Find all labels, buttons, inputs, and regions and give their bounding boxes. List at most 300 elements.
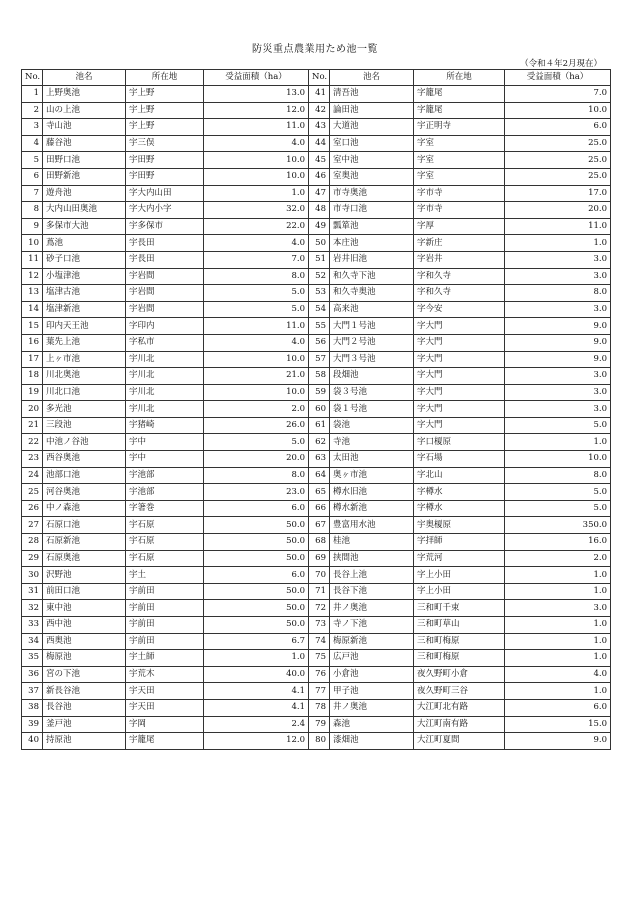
benefit-area-cell: 32.0 <box>204 202 309 219</box>
pond-name-cell: 持原池 <box>43 733 126 750</box>
pond-name-cell: 中池ノ谷池 <box>43 434 126 451</box>
pond-name-cell: 和久寺下池 <box>330 268 414 285</box>
benefit-area-cell: 12.0 <box>204 102 309 119</box>
benefit-area-cell: 6.0 <box>505 119 611 136</box>
location-cell: 字和久寺 <box>414 285 505 302</box>
table-header-row <box>22 70 611 86</box>
location-cell: 字口榎原 <box>414 434 505 451</box>
row-number-cell: 76 <box>309 666 330 683</box>
row-number-cell: 73 <box>309 617 330 634</box>
benefit-area-cell: 6.0 <box>505 699 611 716</box>
pond-name-cell: 梅原池 <box>43 650 126 667</box>
benefit-area-cell: 2.4 <box>204 716 309 733</box>
benefit-area-cell: 40.0 <box>204 666 309 683</box>
benefit-area-cell: 8.0 <box>204 467 309 484</box>
pond-name-cell: 田野新池 <box>43 168 126 185</box>
benefit-area-cell: 3.0 <box>505 401 611 418</box>
location-cell: 宇川北 <box>126 351 204 368</box>
location-cell: 字厚 <box>414 218 505 235</box>
pond-name-cell: 葉先上池 <box>43 334 126 351</box>
pond-name-cell: 川北口池 <box>43 384 126 401</box>
benefit-area-cell: 3.0 <box>505 600 611 617</box>
pond-name-cell: 大門２号池 <box>330 334 414 351</box>
benefit-area-cell: 25.0 <box>505 135 611 152</box>
pond-name-cell: 大内山田奥池 <box>43 202 126 219</box>
location-cell: 字印内 <box>126 318 204 335</box>
location-cell: 宇長田 <box>126 251 204 268</box>
table-row <box>22 86 611 103</box>
pond-name-cell: 甲子池 <box>330 683 414 700</box>
pond-name-cell: 大道池 <box>330 119 414 136</box>
benefit-area-cell: 50.0 <box>204 600 309 617</box>
benefit-area-cell: 1.0 <box>505 633 611 650</box>
pond-name-cell: 瓢箪池 <box>330 218 414 235</box>
benefit-area-cell: 9.0 <box>505 334 611 351</box>
benefit-area-cell: 20.0 <box>204 451 309 468</box>
location-cell: 字大門 <box>414 384 505 401</box>
location-cell: 宇川北 <box>126 401 204 418</box>
pond-name-cell: 石原奥池 <box>43 550 126 567</box>
pond-name-cell: 三段池 <box>43 417 126 434</box>
table-row <box>22 285 611 302</box>
location-cell: 宇川北 <box>126 384 204 401</box>
row-number-cell: 41 <box>309 86 330 103</box>
row-number-cell: 49 <box>309 218 330 235</box>
location-cell: 宇前田 <box>126 633 204 650</box>
table-row <box>22 434 611 451</box>
col-header-area: 受益面積（ha） <box>505 70 611 86</box>
benefit-area-cell: 4.0 <box>204 135 309 152</box>
row-number-cell: 68 <box>309 534 330 551</box>
location-cell: 宇荒木 <box>126 666 204 683</box>
as-of-date: （令和４年2月現在） <box>520 59 602 69</box>
location-cell: 字上小田 <box>414 583 505 600</box>
table-row <box>22 517 611 534</box>
pond-name-cell: 西中池 <box>43 617 126 634</box>
document-title: 防災重点農業用ため池一覧 <box>252 44 378 55</box>
pond-name-cell: 西奥池 <box>43 633 126 650</box>
row-number-cell: 59 <box>309 384 330 401</box>
location-cell: 字北山 <box>414 467 505 484</box>
pond-name-cell: 樽水旧池 <box>330 484 414 501</box>
location-cell: 字大門 <box>414 417 505 434</box>
row-number-cell: 54 <box>309 301 330 318</box>
pond-name-cell: 太田池 <box>330 451 414 468</box>
pond-name-cell: 漆畑池 <box>330 733 414 750</box>
table-row <box>22 583 611 600</box>
table-row <box>22 567 611 584</box>
pond-name-cell: 袋３号池 <box>330 384 414 401</box>
row-number-cell: 57 <box>309 351 330 368</box>
location-cell: 宇中 <box>126 434 204 451</box>
pond-name-cell: 室奥池 <box>330 168 414 185</box>
row-number-cell: 40 <box>22 733 43 750</box>
table-row <box>22 451 611 468</box>
row-number-cell: 77 <box>309 683 330 700</box>
location-cell: 宇正明寺 <box>414 119 505 136</box>
location-cell: 宇石原 <box>126 517 204 534</box>
benefit-area-cell: 1.0 <box>505 235 611 252</box>
location-cell: 三和町梅原 <box>414 633 505 650</box>
row-number-cell: 32 <box>22 600 43 617</box>
location-cell: 字籠尾 <box>414 86 505 103</box>
pond-name-cell: 市寺口池 <box>330 202 414 219</box>
row-number-cell: 44 <box>309 135 330 152</box>
benefit-area-cell: 9.0 <box>505 351 611 368</box>
pond-name-cell: 森池 <box>330 716 414 733</box>
location-cell: 字大内小字 <box>126 202 204 219</box>
row-number-cell: 24 <box>22 467 43 484</box>
location-cell: 字室 <box>414 168 505 185</box>
row-number-cell: 50 <box>309 235 330 252</box>
benefit-area-cell: 3.0 <box>505 301 611 318</box>
benefit-area-cell: 23.0 <box>204 484 309 501</box>
row-number-cell: 56 <box>309 334 330 351</box>
pond-name-cell: 長谷池 <box>43 699 126 716</box>
benefit-area-cell: 21.0 <box>204 368 309 385</box>
pond-name-cell: 塩津新池 <box>43 301 126 318</box>
benefit-area-cell: 16.0 <box>505 534 611 551</box>
benefit-area-cell: 25.0 <box>505 168 611 185</box>
pond-name-cell: 池部口池 <box>43 467 126 484</box>
table-row <box>22 417 611 434</box>
pond-name-cell: 高来池 <box>330 301 414 318</box>
benefit-area-cell: 1.0 <box>204 650 309 667</box>
location-cell: 大江町夏間 <box>414 733 505 750</box>
benefit-area-cell: 6.7 <box>204 633 309 650</box>
pond-name-cell: 市寺奥池 <box>330 185 414 202</box>
benefit-area-cell: 50.0 <box>204 583 309 600</box>
location-cell: 宇上野 <box>126 86 204 103</box>
location-cell: 宇岩間 <box>126 301 204 318</box>
location-cell: 宇奥榎原 <box>414 517 505 534</box>
benefit-area-cell: 4.1 <box>204 699 309 716</box>
row-number-cell: 33 <box>22 617 43 634</box>
pond-name-cell: 多光池 <box>43 401 126 418</box>
row-number-cell: 15 <box>22 318 43 335</box>
table-row <box>22 301 611 318</box>
pond-name-cell: 石原口池 <box>43 517 126 534</box>
location-cell: 宇前田 <box>126 583 204 600</box>
benefit-area-cell: 1.0 <box>505 617 611 634</box>
location-cell: 宇川北 <box>126 368 204 385</box>
pond-name-cell: 沢野池 <box>43 567 126 584</box>
pond-name-cell: 蔦池 <box>43 235 126 252</box>
pond-name-cell: 河谷奥池 <box>43 484 126 501</box>
location-cell: 宇岩間 <box>126 268 204 285</box>
row-number-cell: 58 <box>309 368 330 385</box>
benefit-area-cell: 13.0 <box>204 86 309 103</box>
pond-name-cell: 広戸池 <box>330 650 414 667</box>
benefit-area-cell: 4.0 <box>204 334 309 351</box>
benefit-area-cell: 7.0 <box>505 86 611 103</box>
benefit-area-cell: 5.0 <box>505 417 611 434</box>
benefit-area-cell: 26.0 <box>204 417 309 434</box>
pond-name-cell: 豊富用水池 <box>330 517 414 534</box>
benefit-area-cell: 50.0 <box>204 534 309 551</box>
benefit-area-cell: 10.0 <box>505 451 611 468</box>
row-number-cell: 34 <box>22 633 43 650</box>
col-header-location: 所在地 <box>414 70 505 86</box>
pond-name-cell: 袋池 <box>330 417 414 434</box>
benefit-area-cell: 10.0 <box>204 152 309 169</box>
col-header-pond-name: 池名 <box>330 70 414 86</box>
table-row <box>22 550 611 567</box>
reservoir-table <box>21 69 611 750</box>
row-number-cell: 71 <box>309 583 330 600</box>
location-cell: 字大門 <box>414 351 505 368</box>
row-number-cell: 3 <box>22 119 43 136</box>
pond-name-cell: 大門３号池 <box>330 351 414 368</box>
row-number-cell: 46 <box>309 168 330 185</box>
row-number-cell: 18 <box>22 368 43 385</box>
benefit-area-cell: 5.0 <box>505 500 611 517</box>
location-cell: 宇天田 <box>126 699 204 716</box>
benefit-area-cell: 10.0 <box>505 102 611 119</box>
benefit-area-cell: 5.0 <box>204 301 309 318</box>
table-row <box>22 334 611 351</box>
location-cell: 宇土 <box>126 567 204 584</box>
row-number-cell: 2 <box>22 102 43 119</box>
location-cell: 三和町千束 <box>414 600 505 617</box>
benefit-area-cell: 1.0 <box>505 567 611 584</box>
table-row <box>22 384 611 401</box>
location-cell: 三和町梅原 <box>414 650 505 667</box>
pond-name-cell: 多保市大池 <box>43 218 126 235</box>
pond-name-cell: 袋１号池 <box>330 401 414 418</box>
pond-name-cell: 井ノ奥池 <box>330 699 414 716</box>
location-cell: 字和久寺 <box>414 268 505 285</box>
row-number-cell: 45 <box>309 152 330 169</box>
benefit-area-cell: 9.0 <box>505 733 611 750</box>
table-row <box>22 235 611 252</box>
location-cell: 宇多保市 <box>126 218 204 235</box>
benefit-area-cell: 1.0 <box>505 683 611 700</box>
table-row <box>22 500 611 517</box>
table-body <box>22 86 611 750</box>
row-number-cell: 64 <box>309 467 330 484</box>
location-cell: 字私市 <box>126 334 204 351</box>
row-number-cell: 20 <box>22 401 43 418</box>
row-number-cell: 67 <box>309 517 330 534</box>
benefit-area-cell: 8.0 <box>204 268 309 285</box>
table-row <box>22 368 611 385</box>
benefit-area-cell: 6.0 <box>204 500 309 517</box>
location-cell: 宇土師 <box>126 650 204 667</box>
row-number-cell: 11 <box>22 251 43 268</box>
location-cell: 字室 <box>414 135 505 152</box>
location-cell: 字石場 <box>414 451 505 468</box>
benefit-area-cell: 10.0 <box>204 351 309 368</box>
row-number-cell: 23 <box>22 451 43 468</box>
benefit-area-cell: 9.0 <box>505 318 611 335</box>
benefit-area-cell: 7.0 <box>204 251 309 268</box>
row-number-cell: 19 <box>22 384 43 401</box>
row-number-cell: 65 <box>309 484 330 501</box>
location-cell: 字大門 <box>414 334 505 351</box>
benefit-area-cell: 22.0 <box>204 218 309 235</box>
table-row <box>22 733 611 750</box>
row-number-cell: 53 <box>309 285 330 302</box>
row-number-cell: 9 <box>22 218 43 235</box>
benefit-area-cell: 8.0 <box>505 467 611 484</box>
location-cell: 宇上野 <box>126 119 204 136</box>
row-number-cell: 38 <box>22 699 43 716</box>
pond-name-cell: 長谷下池 <box>330 583 414 600</box>
location-cell: 夜久野町小倉 <box>414 666 505 683</box>
table-row <box>22 318 611 335</box>
benefit-area-cell: 3.0 <box>505 251 611 268</box>
col-header-area: 受益面積（ha） <box>204 70 309 86</box>
benefit-area-cell: 350.0 <box>505 517 611 534</box>
row-number-cell: 8 <box>22 202 43 219</box>
pond-name-cell: 石原新池 <box>43 534 126 551</box>
benefit-area-cell: 1.0 <box>204 185 309 202</box>
pond-name-cell: 藤谷池 <box>43 135 126 152</box>
location-cell: 宇石原 <box>126 534 204 551</box>
table-row <box>22 716 611 733</box>
table-row <box>22 600 611 617</box>
location-cell: 宇田野 <box>126 152 204 169</box>
pond-name-cell: 東中池 <box>43 600 126 617</box>
location-cell: 宇岩間 <box>126 285 204 302</box>
benefit-area-cell: 50.0 <box>204 617 309 634</box>
pond-name-cell: 小塩津池 <box>43 268 126 285</box>
location-cell: 字室 <box>414 152 505 169</box>
benefit-area-cell: 50.0 <box>204 517 309 534</box>
row-number-cell: 60 <box>309 401 330 418</box>
row-number-cell: 51 <box>309 251 330 268</box>
table-row <box>22 202 611 219</box>
row-number-cell: 42 <box>309 102 330 119</box>
pond-name-cell: 寺池 <box>330 434 414 451</box>
location-cell: 字岡 <box>126 716 204 733</box>
row-number-cell: 72 <box>309 600 330 617</box>
benefit-area-cell: 5.0 <box>505 484 611 501</box>
pond-name-cell: 寺山池 <box>43 119 126 136</box>
row-number-cell: 12 <box>22 268 43 285</box>
table-row <box>22 534 611 551</box>
pond-name-cell: 奥ヶ市池 <box>330 467 414 484</box>
row-number-cell: 47 <box>309 185 330 202</box>
table-row <box>22 119 611 136</box>
pond-name-cell: 樽水新池 <box>330 500 414 517</box>
benefit-area-cell: 1.0 <box>505 583 611 600</box>
benefit-area-cell: 6.0 <box>204 567 309 584</box>
location-cell: 宇天田 <box>126 683 204 700</box>
row-number-cell: 16 <box>22 334 43 351</box>
row-number-cell: 27 <box>22 517 43 534</box>
table-row <box>22 650 611 667</box>
location-cell: 字拝師 <box>414 534 505 551</box>
location-cell: 宇石原 <box>126 550 204 567</box>
col-header-pond-name: 池名 <box>43 70 126 86</box>
row-number-cell: 29 <box>22 550 43 567</box>
row-number-cell: 80 <box>309 733 330 750</box>
row-number-cell: 79 <box>309 716 330 733</box>
col-header-no: No. <box>22 70 43 86</box>
benefit-area-cell: 5.0 <box>204 434 309 451</box>
row-number-cell: 26 <box>22 500 43 517</box>
location-cell: 字上小田 <box>414 567 505 584</box>
table-row <box>22 218 611 235</box>
location-cell: 宇前田 <box>126 600 204 617</box>
location-cell: 宇中 <box>126 451 204 468</box>
table-row <box>22 666 611 683</box>
table-row <box>22 185 611 202</box>
row-number-cell: 7 <box>22 185 43 202</box>
table-row <box>22 351 611 368</box>
pond-name-cell: 長谷上池 <box>330 567 414 584</box>
location-cell: 字荒河 <box>414 550 505 567</box>
table-row <box>22 135 611 152</box>
benefit-area-cell: 2.0 <box>505 550 611 567</box>
col-header-location: 所在地 <box>126 70 204 86</box>
pond-name-cell: 上ヶ市池 <box>43 351 126 368</box>
benefit-area-cell: 1.0 <box>505 434 611 451</box>
row-number-cell: 4 <box>22 135 43 152</box>
row-number-cell: 13 <box>22 285 43 302</box>
benefit-area-cell: 2.0 <box>204 401 309 418</box>
location-cell: 宇上野 <box>126 102 204 119</box>
location-cell: 字岩井 <box>414 251 505 268</box>
pond-name-cell: 川北奥池 <box>43 368 126 385</box>
table-row <box>22 683 611 700</box>
row-number-cell: 75 <box>309 650 330 667</box>
row-number-cell: 6 <box>22 168 43 185</box>
row-number-cell: 21 <box>22 417 43 434</box>
benefit-area-cell: 25.0 <box>505 152 611 169</box>
pond-name-cell: 段畑池 <box>330 368 414 385</box>
location-cell: 宇前田 <box>126 617 204 634</box>
pond-name-cell: 岩井旧池 <box>330 251 414 268</box>
benefit-area-cell: 5.0 <box>204 285 309 302</box>
table-row <box>22 168 611 185</box>
row-number-cell: 35 <box>22 650 43 667</box>
row-number-cell: 25 <box>22 484 43 501</box>
location-cell: 宇池部 <box>126 484 204 501</box>
pond-name-cell: 小倉池 <box>330 666 414 683</box>
benefit-area-cell: 17.0 <box>505 185 611 202</box>
location-cell: 大江町北有路 <box>414 699 505 716</box>
location-cell: 字今安 <box>414 301 505 318</box>
row-number-cell: 43 <box>309 119 330 136</box>
pond-name-cell: 塩津古池 <box>43 285 126 302</box>
pond-name-cell: 挟間池 <box>330 550 414 567</box>
pond-name-cell: 釜戸池 <box>43 716 126 733</box>
table-row <box>22 699 611 716</box>
pond-name-cell: 印内天王池 <box>43 318 126 335</box>
pond-name-cell: 山の上池 <box>43 102 126 119</box>
benefit-area-cell: 12.0 <box>204 733 309 750</box>
pond-name-cell: 前田口池 <box>43 583 126 600</box>
pond-name-cell: 宮の下池 <box>43 666 126 683</box>
pond-name-cell: 論田池 <box>330 102 414 119</box>
pond-name-cell: 本庄池 <box>330 235 414 252</box>
row-number-cell: 66 <box>309 500 330 517</box>
benefit-area-cell: 8.0 <box>505 285 611 302</box>
pond-name-cell: 西谷奥池 <box>43 451 126 468</box>
benefit-area-cell: 20.0 <box>505 202 611 219</box>
table-row <box>22 268 611 285</box>
row-number-cell: 31 <box>22 583 43 600</box>
benefit-area-cell: 4.1 <box>204 683 309 700</box>
row-number-cell: 52 <box>309 268 330 285</box>
benefit-area-cell: 3.0 <box>505 268 611 285</box>
table-row <box>22 633 611 650</box>
pond-name-cell: 室中池 <box>330 152 414 169</box>
benefit-area-cell: 10.0 <box>204 384 309 401</box>
